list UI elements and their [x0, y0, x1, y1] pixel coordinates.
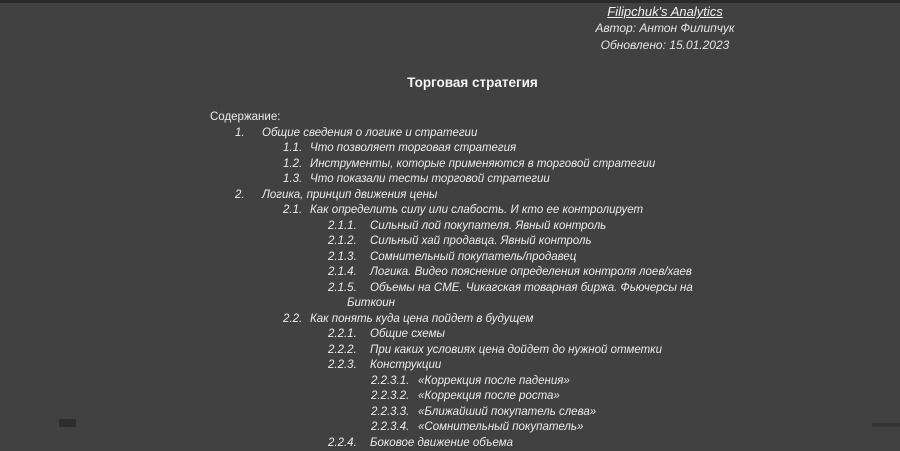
toc-entry-number: 2.2.3.4.: [371, 420, 418, 436]
toc-entry-text: Как понять куда цена пойдет в будущем: [310, 313, 533, 325]
brand-title: Filipchuk's Analytics: [545, 3, 785, 20]
toc-entry: [371, 405, 850, 421]
toc-entry-number: 2.2.3.: [328, 358, 370, 374]
toc-entry: [328, 219, 850, 235]
toc-entry-text: Сильный лой покупателя. Явный контроль: [370, 220, 606, 232]
toc-entry: [328, 234, 850, 250]
toc-entry-number: 2.2.3.3.: [371, 405, 418, 421]
toc-entry-text: Общие сведения о логике и стратегии: [262, 127, 477, 139]
author-line: Автор: Антон Филипчук: [545, 20, 785, 37]
toc-entry-number: 2.2.2.: [328, 343, 370, 359]
toc-entry: [328, 250, 850, 266]
toc-entry-text: Боковое движение объема: [370, 437, 513, 449]
toc-entry: [328, 327, 850, 343]
toc-entry-number: 2.1.4.: [328, 265, 370, 281]
toc-entry-text: Логика. Видео пояснение определения контроля лоев/хаев: [370, 266, 692, 278]
table-of-contents: [210, 110, 850, 451]
toc-entry-number: 1.: [235, 126, 262, 142]
toc-lines: [210, 126, 850, 451]
toc-entry: [283, 203, 850, 219]
toc-entry: [371, 374, 850, 390]
toc-entry: [347, 296, 850, 312]
toc-entry-number: 1.1.: [283, 141, 310, 157]
toc-entry-number: 2.: [235, 188, 262, 204]
toc-entry-text: Логика, принцип движения цены: [262, 189, 437, 201]
toc-entry-text: Что позволяет торговая стратегия: [310, 142, 516, 154]
toc-entry: [283, 157, 850, 173]
toc-entry-text: Общие схемы: [370, 328, 445, 340]
toc-entry-text: Сильный хай продавца. Явный контроль: [370, 235, 592, 247]
toc-entry: [328, 358, 850, 374]
toc-entry-number: 2.1.3.: [328, 250, 370, 266]
toc-entry-text: «Коррекция после падения»: [418, 375, 570, 387]
updated-line: Обновлено: 15.01.2023: [545, 37, 785, 54]
toc-entry-number: 2.2.3.1.: [371, 374, 418, 390]
toc-entry-number: 2.1.: [283, 203, 310, 219]
toc-entry: [235, 188, 850, 204]
toc-entry: [328, 436, 850, 451]
toc-entry-number: 2.1.1.: [328, 219, 370, 235]
toc-entry: [328, 281, 850, 297]
toc-entry-text: Конструкции: [370, 359, 441, 371]
toc-entry: [328, 343, 850, 359]
toc-entry-text: При каких условиях цена дойдет до нужной отметки: [370, 344, 662, 356]
toc-entry-number: 2.1.2.: [328, 234, 370, 250]
toc-entry-number: 2.2.3.2.: [371, 389, 418, 405]
toc-entry-text: Инструменты, которые применяются в торговой стратегии: [310, 158, 655, 170]
toc-entry: [371, 389, 850, 405]
toc-entry: [283, 312, 850, 328]
page-header: [545, 3, 785, 54]
toc-entry-number: 2.2.1.: [328, 327, 370, 343]
toc-entry-number: 1.3.: [283, 172, 310, 188]
toc-entry-text: Сомнительный покупатель/продавец: [370, 251, 576, 263]
toc-entry-text: «Коррекция после роста»: [418, 390, 560, 402]
toc-entry: [235, 126, 850, 142]
toc-entry-text: Что показали тесты торговой стратегии: [310, 173, 550, 185]
toc-entry: [371, 420, 850, 436]
toc-entry-number: 2.2.: [283, 312, 310, 328]
bottom-left-dark-square: [59, 419, 76, 427]
toc-entry-text: Биткоин: [347, 297, 395, 309]
toc-entry-number: 2.2.4.: [328, 436, 370, 451]
bottom-right-dark-patch: [872, 423, 900, 427]
toc-entry: [328, 265, 850, 281]
toc-entry-text: Объемы на CME. Чикагская товарная биржа. Фьючерсы на: [370, 282, 693, 294]
document-title: Торговая стратегия: [0, 74, 900, 92]
toc-entry-number: 1.2.: [283, 157, 310, 173]
toc-entry-text: Как определить силу или слабость. И кто ее контролирует: [310, 204, 643, 216]
toc-entry-text: «Ближайший покупатель слева»: [418, 406, 596, 418]
toc-entry-text: «Сомнительный покупатель»: [418, 421, 583, 433]
toc-entry: [283, 172, 850, 188]
toc-heading: Содержание:: [210, 110, 850, 126]
toc-entry: [283, 141, 850, 157]
toc-entry-number: 2.1.5.: [328, 281, 370, 297]
